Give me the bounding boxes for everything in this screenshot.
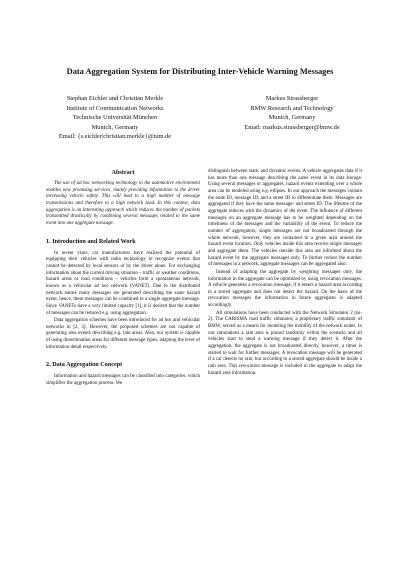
author-block-right [218,94,366,132]
author-organization: BMW Research and Technology [250,104,334,112]
section-heading-introduction: 1. Introduction and Related Work [46,237,136,245]
author-institute: Institute of Communication Networks [66,104,164,112]
author-email: Email: markus.strassberger@bmw.de [244,123,340,131]
body-paragraph: All simulations have been conducted with the Network Simulator 2 (ns-2). The CARISMA road traffic simulator, a proprietary traffic simulator of BMW, served as a means for modeling the mobility of the network nodes. In our simulations a rain area is placed randomly within the scenario and all vehicles start to send a warning message if they detect it. After the aggregation, the aggregate is not broadcasted directly, however, a timer is started to wait for further messages. A revocation message will be generated if a car detects no rain, but according to a stored aggregate should be inside a rain area. This revocation message is included in the aggregate to adapt the hazard area information. [208,310,362,376]
author-university: Technische Universität München [72,114,158,122]
author-block-left [40,94,190,142]
author-location: Munich, Germany [268,114,316,122]
left-column [46,169,200,388]
author-email: Email: {s.eichler|christian.merkle}@tum.de [58,133,172,141]
author-names: Stephan Eichler and Christian Merkle [66,95,164,102]
abstract-text: The use of ad hoc networking technology in the automotive environment enables new promising services, mainly providing information to the driver increasing vehicle safety. This will lead to a high number of message transmissions and therefore to a high network load. In this context, data aggregation is an interesting approach which reduces the number of packets transmitted drastically by combining several messages related to the same event into one aggregate message. [46,181,200,226]
body-paragraph: Data aggregation schemes have been introduced for ad hoc and vehicular networks in [2, 3]. However, the proposed schemes are not capable of generating area events describing e.g. rain areas. Also, our system is capable of using dissemination areas for different message types, adapting the level of information detail respectively. [46,318,200,350]
paper-title: Data Aggregation System for Distributing Inter-Vehicle Warning Messages [66,67,334,76]
body-paragraph: Information and hazard messages can be classified into categories, which simplifies the aggregation process. We [46,374,200,387]
right-column [208,169,362,377]
body-paragraph: Instead of adapting the aggregate by weighting messages only, the information in the aggregate can be optimized by using revocation messages. A vehicle generates a revocation message, if it enters a hazard area according to a stored aggregate and does not detect the hazard. On the basis of the revocation messages the information in future aggregates is adapted accordingly. [208,269,362,309]
section-heading-concept: 2. Data Aggregation Concept [46,361,123,369]
author-names: Markus Strassberger [265,95,319,102]
abstract-heading: Abstract [111,169,135,176]
body-paragraph: In recent years, car manufacturers have realized the potential of equipping their vehicles with radio technology to recognize events that cannot be detected by local sensors or by the driver alone. For exchanging information about the current driving situation – traffic or weather conditions, hazard areas or road conditions – vehicles form a spontaneous network, known as a vehicular ad hoc network (VANET). Due to the distributed network nature many messages are generated describing the same hazard event, hence, these messages can be combined to a single aggregate message. Since VANETs have a very limited capacity [1], it is desired that the number of messages can be reduced e.g. using aggregation. [46,250,200,316]
author-location: Munich, Germany [91,123,139,131]
body-paragraph: distinguish between static and dynamic events. A vehicle aggregates data if it has more than one message describing the same event in its data storage. Using several messages or aggregates, hazard events extending over a whole area can be modeled using e.g. ellipses. In our approach the messages contain the node ID, message ID, and a street ID to differentiate them. Messages are aggregated if they have the same message- and street ID. The lifetime of the aggregate reduces with the dynamics of the event. The influence of different messages on an aggregate message has to be weighted depending on the timeliness of the messages and the variability of the event. To reduce the number of aggregators, single messages are not broadcasted through the whole network, however, they are contained in a given area around the hazard event location. Only vehicles inside this area receive single messages and aggregate them. The vehicles outside this area are informed about the hazard event by the aggregate messages only. To further reduce the number of messages in a network, aggregate messages can be aggregated also. [208,169,362,268]
